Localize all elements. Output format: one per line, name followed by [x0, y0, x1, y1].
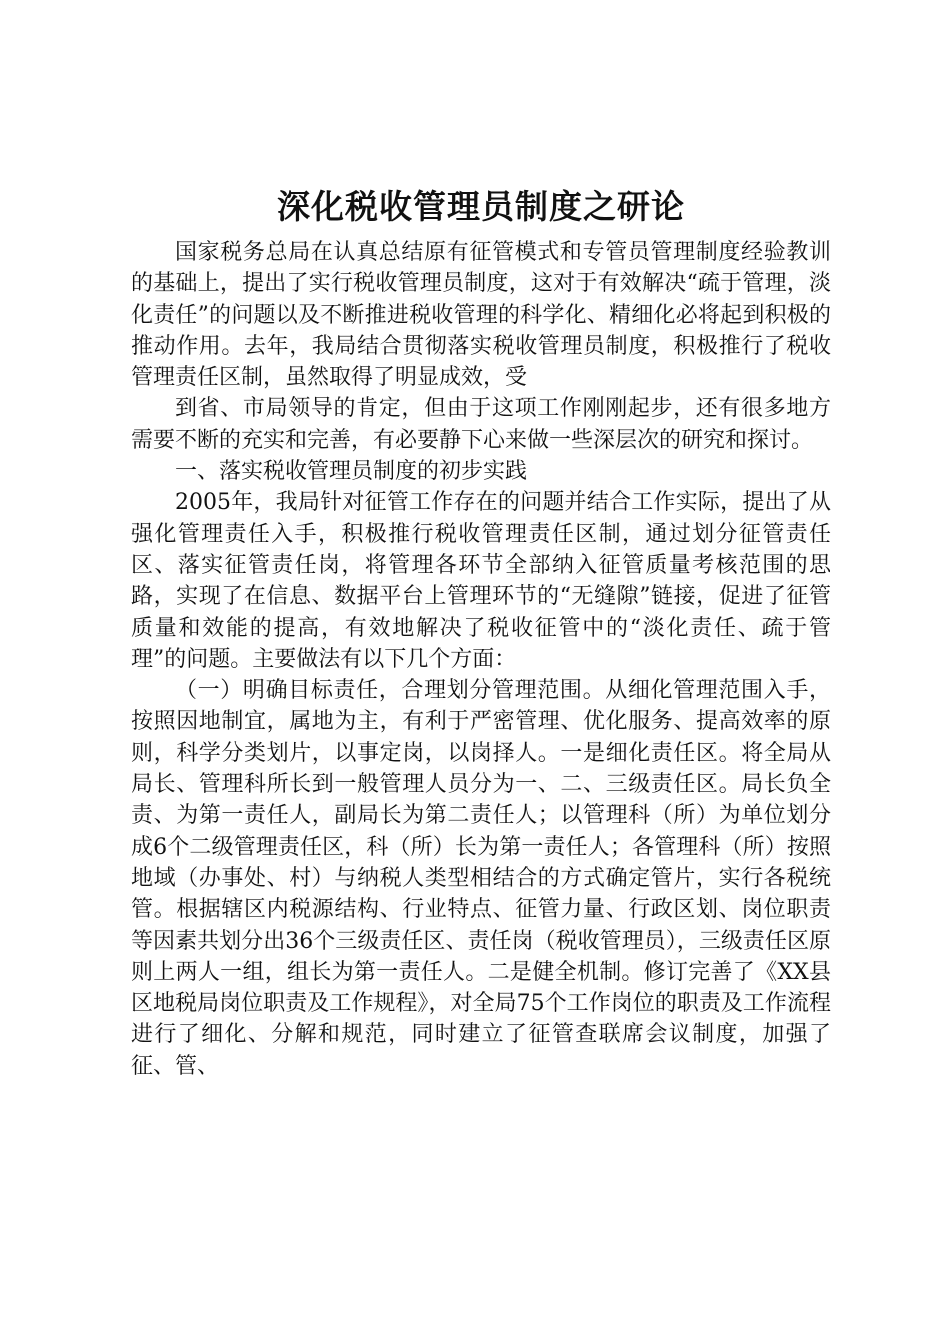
paragraph-intro: 国家税务总局在认真总结原有征管模式和专管员管理制度经验教训的基础上，提出了实行税收管理员制度，这对于有效解决“疏于管理，淡化责任”的问题以及不断推进税收管理的科学化、精细化必将起到积极的推动作用。去年，我局结合贯彻落实税收管理员制度，积极推行了税收管理责任区制，虽然取得了明显成效，受: [131, 240, 831, 391]
document-title: 深化税收管理员制度之研论: [277, 187, 685, 226]
document-page: [131, 183, 831, 1082]
paragraph-responsibility: （一）明确目标责任，合理划分管理范围。从细化管理范围入手，按照因地制宜，属地为主，有利于严密管理、优化服务、提高效率的原则，科学分类划片，以事定岗，以岗择人。一是细化责任区。将全局从局长、管理科所长到一般管理人员分为一、二、三级责任区。局长负全责、为第一责任人，副局长为第二责任人；以管理科（所）为单位划分成6个二级管理责任区，科（所）长为第一责任人；各管理科（所）按照地域（办事处、村）与纳税人类型相结合的方式确定管片，实行各税统管。根据辖区内税源结构、行业特点、征管力量、行政区划、岗位职责等因素共划分出36个三级责任区、责任岗（税收管理员），三级责任区原则上两人一组，组长为第一责任人。二是健全机制。修订完善了《XX县区地税局岗位职责及工作规程》，对全局75个工作岗位的职责及工作流程进行了细化、分解和规范，同时建立了征管查联席会议制度，加强了征、管、: [131, 678, 831, 1079]
paragraph-continuation: 到省、市局领导的肯定，但由于这项工作刚刚起步，还有很多地方需要不断的充实和完善，有必要静下心来做一些深层次的研究和探讨。: [131, 396, 831, 453]
paragraph-practice: 2005年，我局针对征管工作存在的问题并结合工作实际，提出了从强化管理责任入手，积极推行税收管理责任区制，通过划分征管责任区、落实征管责任岗，将管理各环节全部纳入征管质量考核范围的思路，实现了在信息、数据平台上管理环节的“无缝隙”链接，促进了征管质量和效能的提高，有效地解决了税收征管中的“淡化责任、疏于管理”的问题。主要做法有以下几个方面：: [131, 490, 831, 672]
document-body: [131, 237, 831, 1082]
section-heading-1: 一、落实税收管理员制度的初步实践: [175, 459, 528, 485]
